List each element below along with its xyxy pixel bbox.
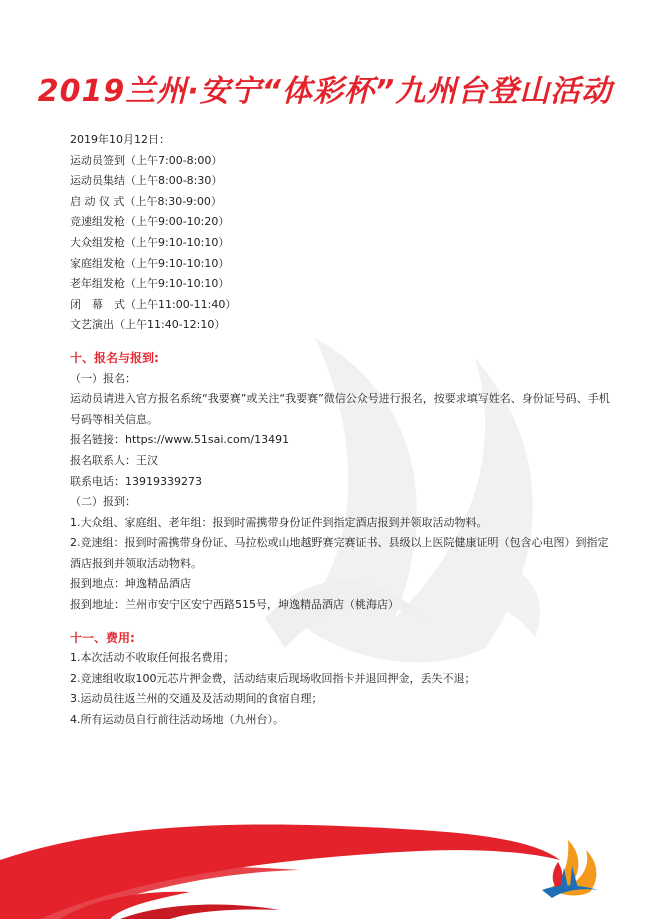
fee-item: 2.竞速组收取100元芯片押金费，活动结束后现场收回指卡并退回押金，丢失不退； [70, 671, 476, 685]
schedule-item: 运动员集结（上午8:00-8:30） [70, 174, 223, 188]
registration-link[interactable]: 报名链接：https://www.51sai.com/13491 [70, 433, 290, 447]
schedule-item: 家庭组发枪（上午9:10-10:10） [70, 256, 230, 270]
checkin-item: 1.大众组、家庭组、老年组：报到时需携带身份证件到指定酒店报到并领取活动物料。 [70, 515, 488, 529]
fees-heading: 十一、费用: [70, 630, 135, 645]
fee-item: 4.所有运动员自行前往活动场地（九州台）。 [70, 713, 284, 727]
schedule-item: 大众组发枪（上午9:10-10:10） [70, 235, 230, 249]
schedule-item: 文艺演出（上午11:40-12:10） [70, 318, 226, 332]
event-logo [538, 838, 608, 900]
schedule-item: 竞速组发枪（上午9:00-10:20） [70, 215, 230, 229]
fee-item: 1.本次活动不收取任何报名费用； [70, 651, 235, 665]
schedule-item: 运动员签到（上午7:00-8:00） [70, 153, 223, 167]
checkin-place: 报到地点：坤逸精品酒店 [70, 577, 191, 591]
registration-contact: 报名联系人：王汉 [70, 453, 158, 467]
schedule-date: 2019年10月12日： [70, 133, 170, 146]
checkin-item: 2.竞速组：报到时需携带身份证、马拉松或山地越野赛完赛证书、县级以上医院健康证明（包含心电图）到指定酒店报到并领取活动物料。 [70, 536, 609, 570]
registration-intro: 运动员请进入官方报名系统“我要赛”或关注“我要赛”微信公众号进行报名，按要求填写姓名、身份证号码、手机号码等相关信息。 [70, 392, 610, 426]
document-body [70, 130, 630, 731]
schedule-item: 老年组发枪（上午9:10-10:10） [70, 277, 230, 291]
page-title: 2019兰州·安宁“体彩杯”九州台登山活动 [37, 74, 613, 109]
schedule-item: 闭 幕 式（上午11:00-11:40） [70, 297, 237, 311]
registration-heading: 十、报名与报到: [70, 350, 159, 365]
checkin-address: 报到地址：兰州市安宁区安宁西路515号，坤逸精品酒店（桃海店） [70, 598, 399, 612]
checkin-subheading: （二）报到： [70, 495, 136, 509]
registration-subheading: （一）报名： [70, 371, 136, 385]
registration-phone: 联系电话：13919339273 [70, 474, 202, 488]
schedule-item: 启 动 仪 式（上午8:30-9:00） [70, 194, 222, 208]
fee-item: 3.运动员往返兰州的交通及及活动期间的食宿自理； [70, 692, 323, 706]
